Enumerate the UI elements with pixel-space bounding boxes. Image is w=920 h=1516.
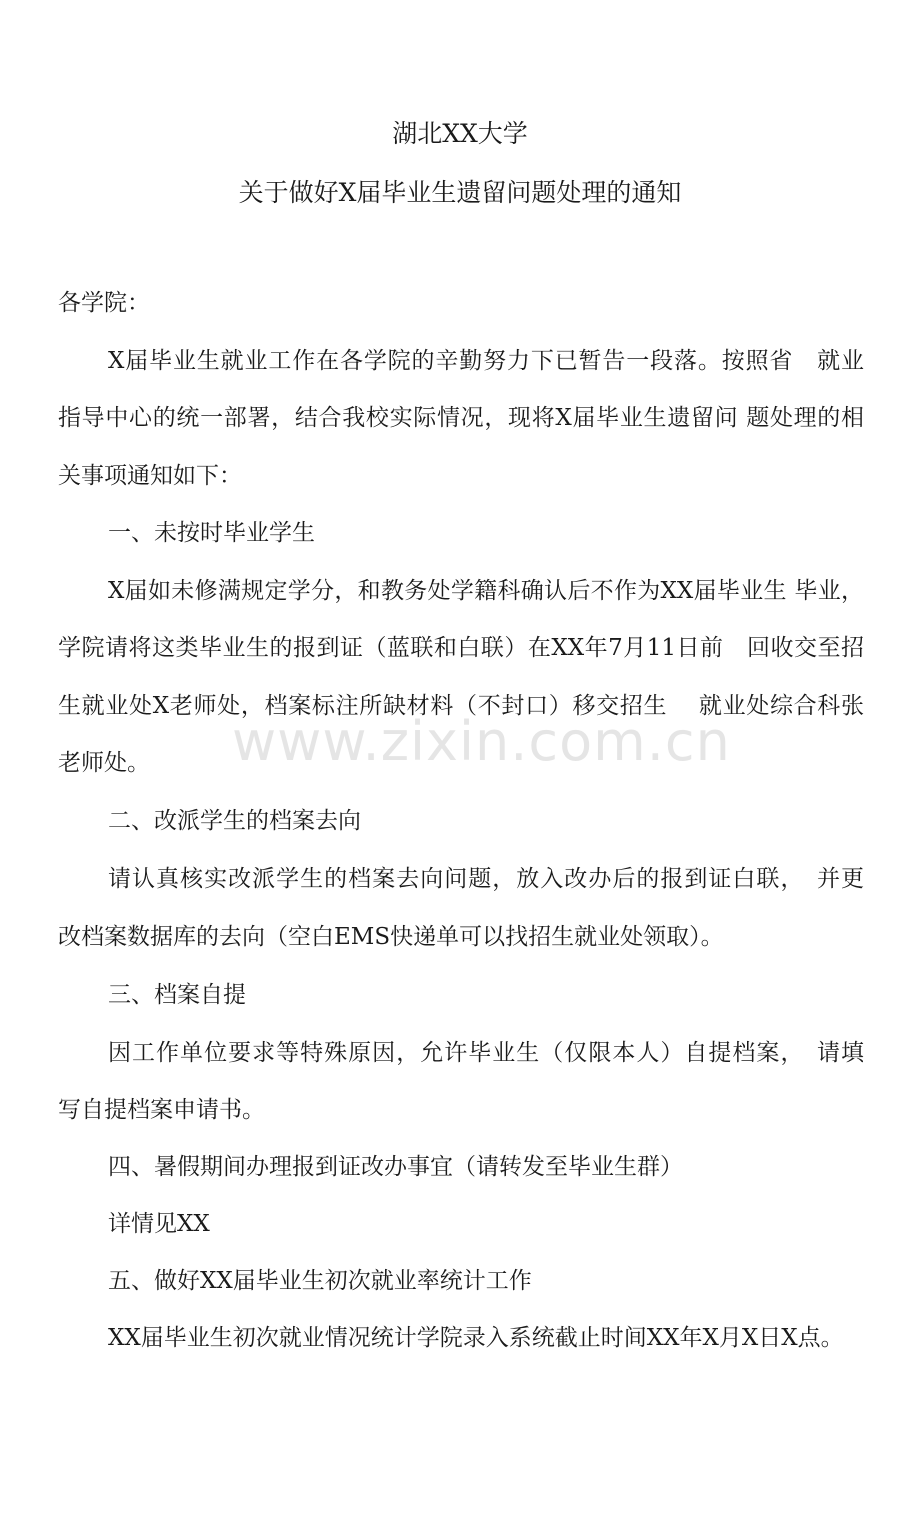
section-2-body-line: 改档案数据库的去向（空白EMS快递单可以找招生就业处领取）。 bbox=[58, 924, 724, 950]
salutation: 各学院： bbox=[58, 290, 150, 316]
intro-paragraph-line: X届毕业生就业工作在各学院的辛勤努力下已暂告一段落。按照省 就业 bbox=[108, 348, 864, 374]
section-1-body-line: X届如未修满规定学分，和教务处学籍科确认后不作为XX届毕业生 毕业， bbox=[108, 578, 864, 604]
section-5-body-line: XX届毕业生初次就业情况统计学院录入系统截止时间XX年X月X日X点。 bbox=[108, 1325, 844, 1351]
section-3-body-line: 写自提档案申请书。 bbox=[58, 1097, 265, 1123]
watermark-text: www.zixin.com.cn bbox=[232, 710, 731, 773]
intro-paragraph-line: 指导中心的统一部署，结合我校实际情况，现将X届毕业生遗留问 题处理的相 bbox=[58, 405, 864, 431]
intro-paragraph-line: 关事项通知如下： bbox=[58, 463, 242, 489]
section-4-body-line: 详情见XX bbox=[108, 1211, 210, 1237]
document-title-university: 湖北XX大学 bbox=[392, 119, 528, 148]
section-3-body-line: 因工作单位要求等特殊原因，允许毕业生（仅限本人）自提档案， 请填 bbox=[108, 1040, 864, 1066]
section-1-body-line: 生就业处X老师处，档案标注所缺材料（不封口）移交招生 就业处综合科张 bbox=[58, 693, 864, 719]
section-1-body-line: 学院请将这类毕业生的报到证（蓝联和白联）在XX年7月11日前 回收交至招 bbox=[58, 635, 864, 661]
section-heading-3: 三、档案自提 bbox=[108, 982, 246, 1008]
section-heading-1: 一、未按时毕业学生 bbox=[108, 520, 315, 546]
section-heading-4: 四、暑假期间办理报到证改办事宜（请转发至毕业生群） bbox=[108, 1154, 683, 1180]
section-heading-5: 五、做好XX届毕业生初次就业率统计工作 bbox=[108, 1268, 532, 1294]
document-title-notice: 关于做好X届毕业生遗留问题处理的通知 bbox=[238, 178, 682, 207]
section-2-body-line: 请认真核实改派学生的档案去向问题，放入改办后的报到证白联， 并更 bbox=[108, 866, 864, 892]
section-1-body-line: 老师处。 bbox=[58, 750, 150, 776]
section-heading-2: 二、改派学生的档案去向 bbox=[108, 808, 361, 834]
